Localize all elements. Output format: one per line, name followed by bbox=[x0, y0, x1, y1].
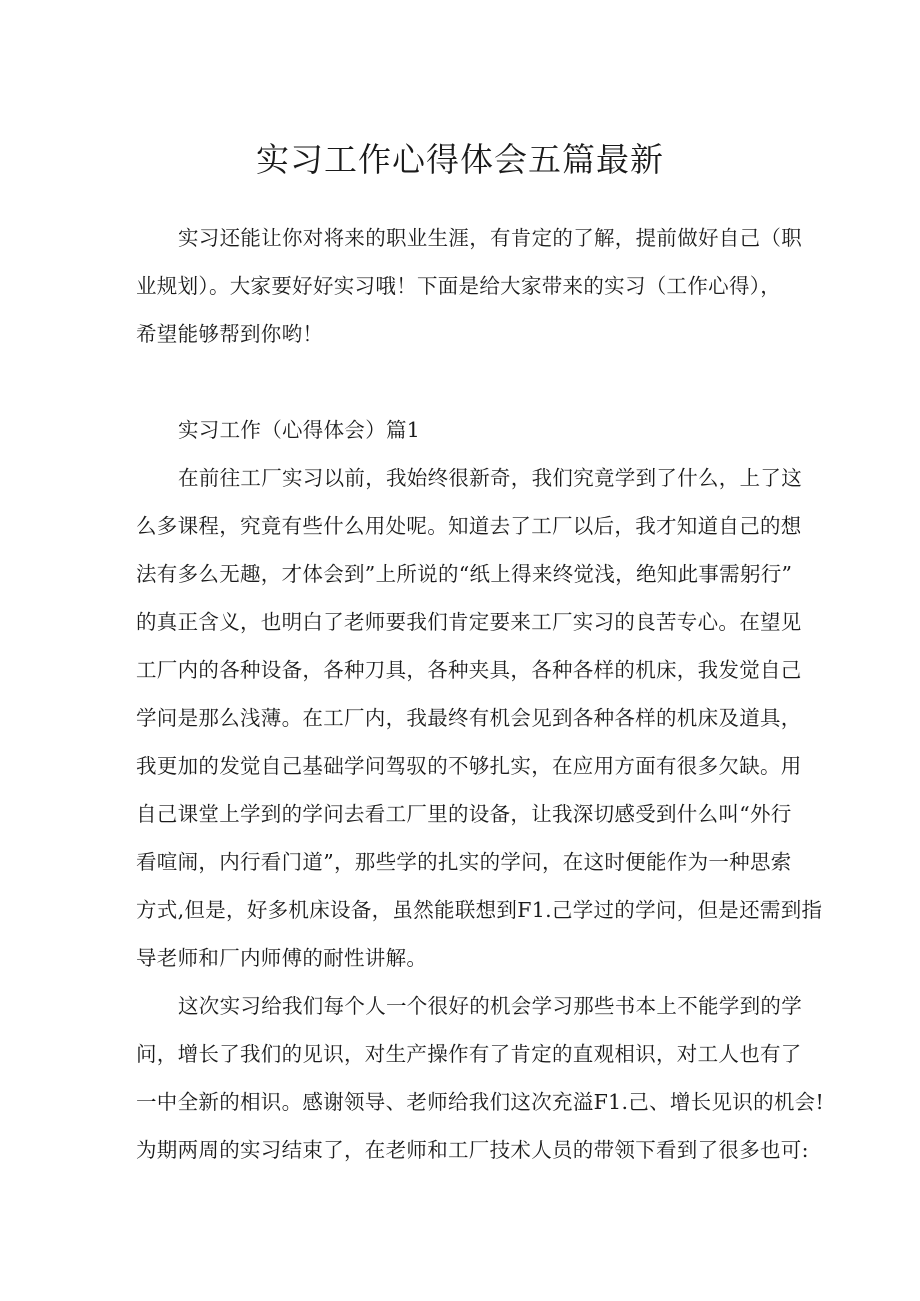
body2-line-1: 这次实习给我们每个人一个很好的机会学习那些书本上不能学到的学 bbox=[178, 994, 802, 1018]
intro-line-2: 业规划）。大家要好好实习哦！下面是给大家带来的实习（工作心得）， bbox=[136, 274, 782, 298]
body-line-5: 工厂内的各种设备，各种刀具，各种夹具，各种各样的机床，我发觉自己 bbox=[136, 658, 802, 682]
document-title: 实习工作心得体会五篇最新 bbox=[256, 140, 664, 179]
body-line-3: 法有多么无趣，才体会到”上所说的“纸上得来终觉浅，绝知此事需躬行” bbox=[136, 562, 793, 586]
body-line-6: 学问是那么浅薄。在工厂内，我最终有机会见到各种各样的机床及道具， bbox=[136, 706, 802, 730]
body-line-4: 的真正含义，也明白了老师要我们肯定要来工厂实习的良苦专心。在望见 bbox=[136, 610, 802, 634]
body-line-9: 看喧闹，内行看门道”，那些学的扎实的学问，在这时便能作为一种思索 bbox=[136, 850, 792, 874]
body-line-1: 在前往工厂实习以前，我始终很新奇，我们究竟学到了什么，上了这 bbox=[178, 466, 802, 490]
body-line-2: 么多课程，究竟有些什么用处呢。知道去了工厂以后，我才知道自己的想 bbox=[136, 514, 802, 538]
intro-line-3: 希望能够帮到你哟！ bbox=[136, 322, 324, 346]
body2-line-2: 问，增长了我们的见识，对生产操作有了肯定的直观相识，对工人也有了 bbox=[136, 1042, 802, 1066]
intro-line-1: 实习还能让你对将来的职业生涯，有肯定的了解，提前做好自己（职 bbox=[178, 226, 802, 250]
body-line-7: 我更加的发觉自己基础学问驾驭的不够扎实，在应用方面有很多欠缺。用 bbox=[136, 754, 802, 778]
body-line-11: 导老师和厂内师傅的耐性讲解。 bbox=[136, 946, 428, 970]
section-heading: 实习工作（心得体会）篇1 bbox=[178, 418, 421, 442]
body-line-10: 方式,但是，好多机床设备，虽然能联想到F1.己学过的学问，但是还需到指 bbox=[136, 898, 823, 922]
body2-line-4: 为期两周的实习结束了，在老师和工厂技术人员的带领下看到了很多也可: bbox=[136, 1138, 809, 1162]
body-line-8: 自己课堂上学到的学问去看工厂里的设备，让我深切感受到什么叫“外行 bbox=[136, 802, 792, 826]
body2-line-3: 一中全新的相识。感谢领导、老师给我们这次充溢F1.己、增长见识的机会! bbox=[136, 1090, 825, 1114]
